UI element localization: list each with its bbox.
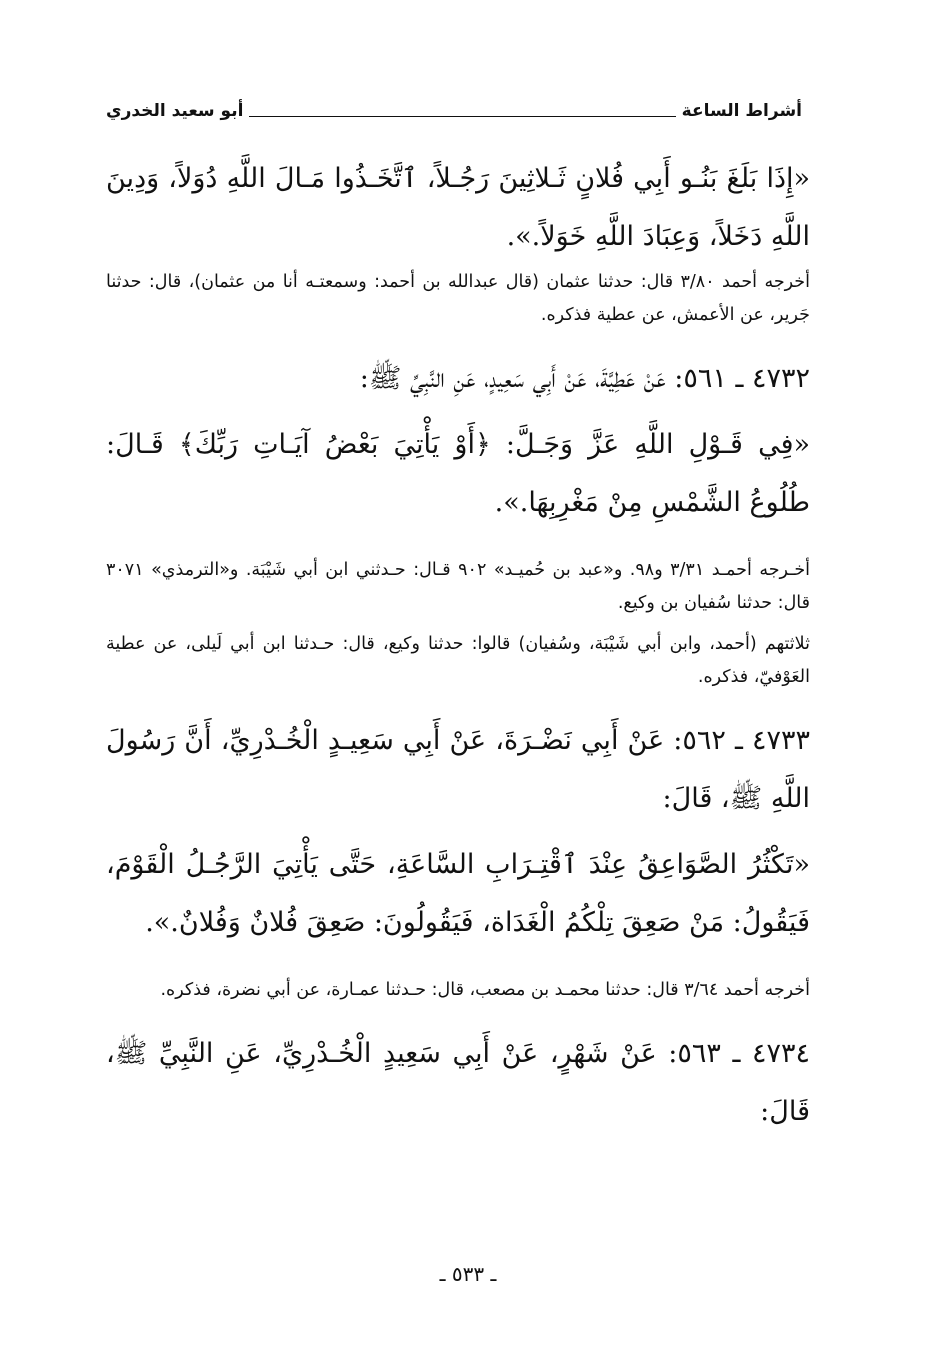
header-chapter-title: أشراط الساعة [681,101,802,121]
hadith-heading: ٤٧٣٣ ـ ٥٦٢: عَنْ أَبِي نَضْـرَةَ، عَنْ أَبِي سَعِيـدٍ الْخُـدْرِيِّ، أَنَّ رَسُولَ اللَّهِ ﷺ، قَالَ: [106,725,810,814]
hadith-heading: ٤٧٣٢ ـ ٥٦١: عَنْ عَطِيَّةَ، عَنْ أَبِي سَعِيدٍ، عَنِ النَّبِيِّ ﷺ: [359,363,810,394]
hadith-text: «تَكْثُرُ الصَّوَاعِقُ عِنْدَ ٱقْتِـرَابِ السَّاعَةِ، حَتَّى يَأْتِيَ الرَّجُـلُ الْقَوْمَ، فَيَقُولُ: مَنْ صَعِقَ تِلْكُمُ الْغَدَاة، فَيَقُولُونَ: صَعِقَ فُلانٌ وَفُلانٌ.». [106,849,810,938]
page-number: ـ ٥٣٣ ـ [439,1262,497,1286]
takhrij-note: ثلاثتهم (أحمد، وابن أبي شَيْبَة، وسُفيان) قالوا: حدثنا وكيع، قال: حـدثنا ابن أبي لَيلى، عن عطية العَوْفيّ، فذكره. [106,634,810,687]
header-rule [249,116,675,117]
page-body [106,150,810,1141]
header-section-title: أبو سعيد الخدري [106,101,244,121]
takhrij-note: أخرجه أحمد ٣/٨٠ قال: حدثنا عثمان (قال عبدالله بن أحمد: وسمعتـه أنا من عثمان)، قال: حدثنا جَرير، عن الأعمش، عن عطية فذكره. [106,272,810,325]
hadith-text: «فِي قَـوْلِ اللَّهِ عَزَّ وَجَـلَّ: ﴿أَوْ يَأْتِيَ بَعْضُ آيَـاتِ رَبِّكَ﴾ قَـالَ: طُلُوعُ الشَّمْسِ مِنْ مَغْرِبِهَا.». [106,429,810,518]
takhrij-note: أخرجه أحمد ٣/٦٤ قال: حدثنا محمـد بن مصعب، قال: حـدثنا عمـارة، عن أبي نضرة، فذكره. [160,980,810,1000]
hadith-text: «إِذَا بَلَغَ بَنُـو أَبِي فُلانٍ ثَـلاثِينَ رَجُـلاً، ٱتَّخَـذُوا مَـالَ اللَّهِ دُوَلاً، وَدِينَ اللَّهِ دَخَلاً، وَعِبَادَ اللَّهِ خَوَلاً.». [106,163,810,252]
running-header [106,96,802,126]
takhrij-note: أخـرجه أحمـد ٣/٣١ و٩٨. و«عبد بن حُميـد» ٩٠٢ قـال: حـدثني ابن أبي شَيْبَة. و«الترمذي» ٣٠٧١ قال: حدثنا سُفيان بن وكيع. [106,560,811,613]
hadith-heading: ٤٧٣٤ ـ ٥٦٣: عَنْ شَهْرٍ، عَنْ أَبِي سَعِيدٍ الْخُـدْرِيِّ، عَنِ النَّبِيِّ ﷺ، قَالَ: [106,1038,810,1127]
